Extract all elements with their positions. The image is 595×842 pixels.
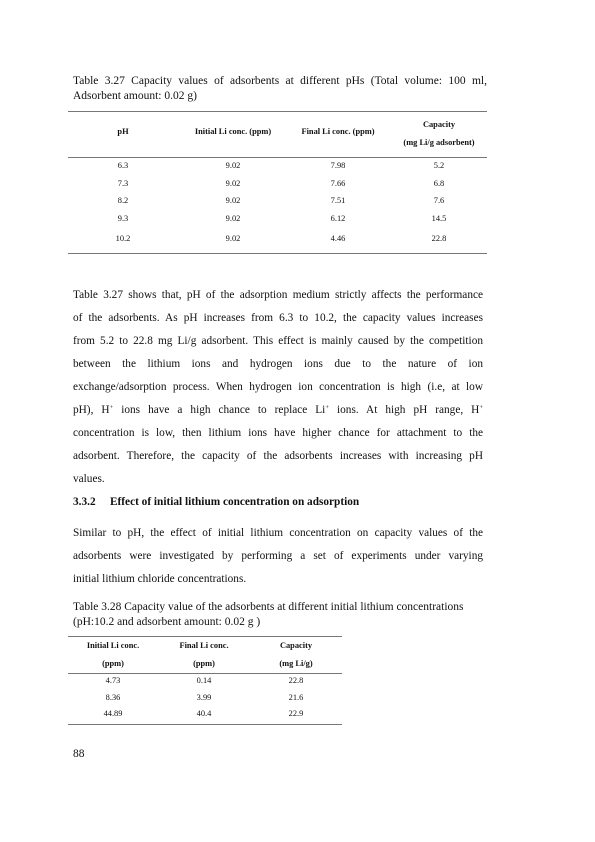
superscript-plus: +: [109, 404, 114, 411]
table2-cell: 22.9: [288, 709, 304, 718]
paragraph-line: Similar to pH, the effect of initial lithium concentration on capacity values of the: [73, 527, 483, 539]
table1-cell: 9.02: [225, 179, 241, 188]
table1-cell: 8.2: [117, 196, 129, 205]
table1-cell: 22.8: [431, 234, 447, 243]
table1-cell: 5.2: [433, 161, 445, 170]
table1-caption: [73, 74, 487, 104]
table1-cell: 9.3: [117, 214, 129, 223]
text-segment: pH), H: [73, 404, 110, 416]
paragraph-line: adsorbent. Therefore, the capacity of the adsorbents increases with increasing pH: [73, 450, 483, 462]
table2-header-capacity: Capacity: [279, 641, 313, 650]
table1-cell: 4.46: [330, 234, 346, 243]
table2-bottom-rule: [68, 724, 342, 725]
table1-header-capacity: Capacity: [422, 120, 456, 129]
table1-cell: 6.12: [330, 214, 346, 223]
table1-cell: 9.02: [225, 214, 241, 223]
table1-bottom-rule: [68, 253, 487, 254]
paragraph-ph-effect: [73, 284, 483, 491]
table1-cell: 7.66: [330, 179, 346, 188]
table1-header-initial: Initial Li conc. (ppm): [194, 127, 272, 136]
table2-cell: 4.73: [105, 676, 121, 685]
table2-cell: 8.36: [105, 693, 121, 702]
table1-header-capacity-unit: (mg Li/g adsorbent): [403, 138, 475, 147]
table2-header-final: Final Li conc.: [179, 641, 229, 650]
section-heading: [73, 496, 359, 508]
table1-cell: 9.02: [225, 234, 241, 243]
page-number: 88: [73, 748, 85, 760]
table2-caption-line2: (pH:10.2 and adsorbent amount: 0.02 g ): [73, 616, 261, 628]
paragraph-initial-concentration: [73, 522, 483, 591]
paragraph-line: values.: [73, 473, 105, 485]
table1-top-rule: [68, 111, 487, 112]
table1-caption-line1: Table 3.27 Capacity values of adsorbents at different pHs (Total volume: 100 ml,: [73, 75, 487, 87]
table1-cell: 9.02: [225, 196, 241, 205]
text-segment: ions have a high chance to replace Li: [121, 404, 326, 416]
table1-cell: 9.02: [225, 161, 241, 170]
table2-cell: 40.4: [196, 709, 212, 718]
table1-cell: 14.5: [431, 214, 447, 223]
table2-caption-line1: Table 3.28 Capacity value of the adsorbents at different initial lithium concentrations: [73, 601, 464, 613]
table1-cell: 7.6: [433, 196, 445, 205]
table2-header-initial-unit: (ppm): [102, 659, 124, 668]
table2-header-capacity-unit: (mg Li/g): [279, 659, 313, 668]
superscript-plus: +: [479, 404, 483, 411]
paragraph-line: initial lithium chloride concentrations.: [73, 573, 247, 585]
section-title: Effect of initial lithium concentration on adsorption: [110, 496, 360, 508]
table1-cell: 6.3: [117, 161, 129, 170]
paragraph-line: concentration is low, then lithium ions have higher chance for attachment to the: [73, 427, 483, 439]
paragraph-line: adsorbents were investigated by performing a set of experiments under varying: [73, 550, 483, 562]
table1-header-ph: pH: [117, 127, 129, 136]
paragraph-line: of the adsorbents. As pH increases from 6.3 to 10.2, the capacity values increases: [73, 312, 483, 324]
table1-cell: 7.3: [117, 179, 129, 188]
table2-cell: 44.89: [103, 709, 123, 718]
table1-header-rule: [68, 157, 487, 158]
table2-cell: 0.14: [196, 676, 212, 685]
table2-cell: 3.99: [196, 693, 212, 702]
table1-cell: 10.2: [115, 234, 131, 243]
table1-caption-line2: Adsorbent amount: 0.02 g): [73, 90, 197, 102]
paragraph-line: between the lithium ions and hydrogen ions due to the nature of ion: [73, 358, 483, 370]
table2-header-rule: [68, 673, 342, 674]
table2-cell: 21.6: [288, 693, 304, 702]
section-number: 3.3.2: [73, 496, 96, 508]
table2-caption: [73, 600, 487, 630]
superscript-plus: +: [325, 404, 329, 411]
table2-header-initial: Initial Li conc.: [86, 641, 140, 650]
table2-cell: 22.8: [288, 676, 304, 685]
paragraph-line: from 5.2 to 22.8 mg Li/g adsorbent. This effect is mainly caused by the competition: [73, 335, 483, 347]
paragraph-line: Table 3.27 shows that, pH of the adsorption medium strictly affects the performance: [73, 289, 483, 301]
text-segment: ions. At high pH range, H: [337, 404, 480, 416]
paragraph-line: exchange/adsorption process. When hydrogen ion concentration is high (i.e, at low: [73, 381, 483, 393]
table1-cell: 6.8: [433, 179, 445, 188]
paragraph-line-with-ions: [73, 399, 483, 422]
table2-header-final-unit: (ppm): [193, 659, 215, 668]
table1-cell: 7.51: [330, 196, 346, 205]
table1-cell: 7.98: [330, 161, 346, 170]
table2-top-rule: [68, 636, 342, 637]
table1-header-final: Final Li conc. (ppm): [301, 127, 375, 136]
